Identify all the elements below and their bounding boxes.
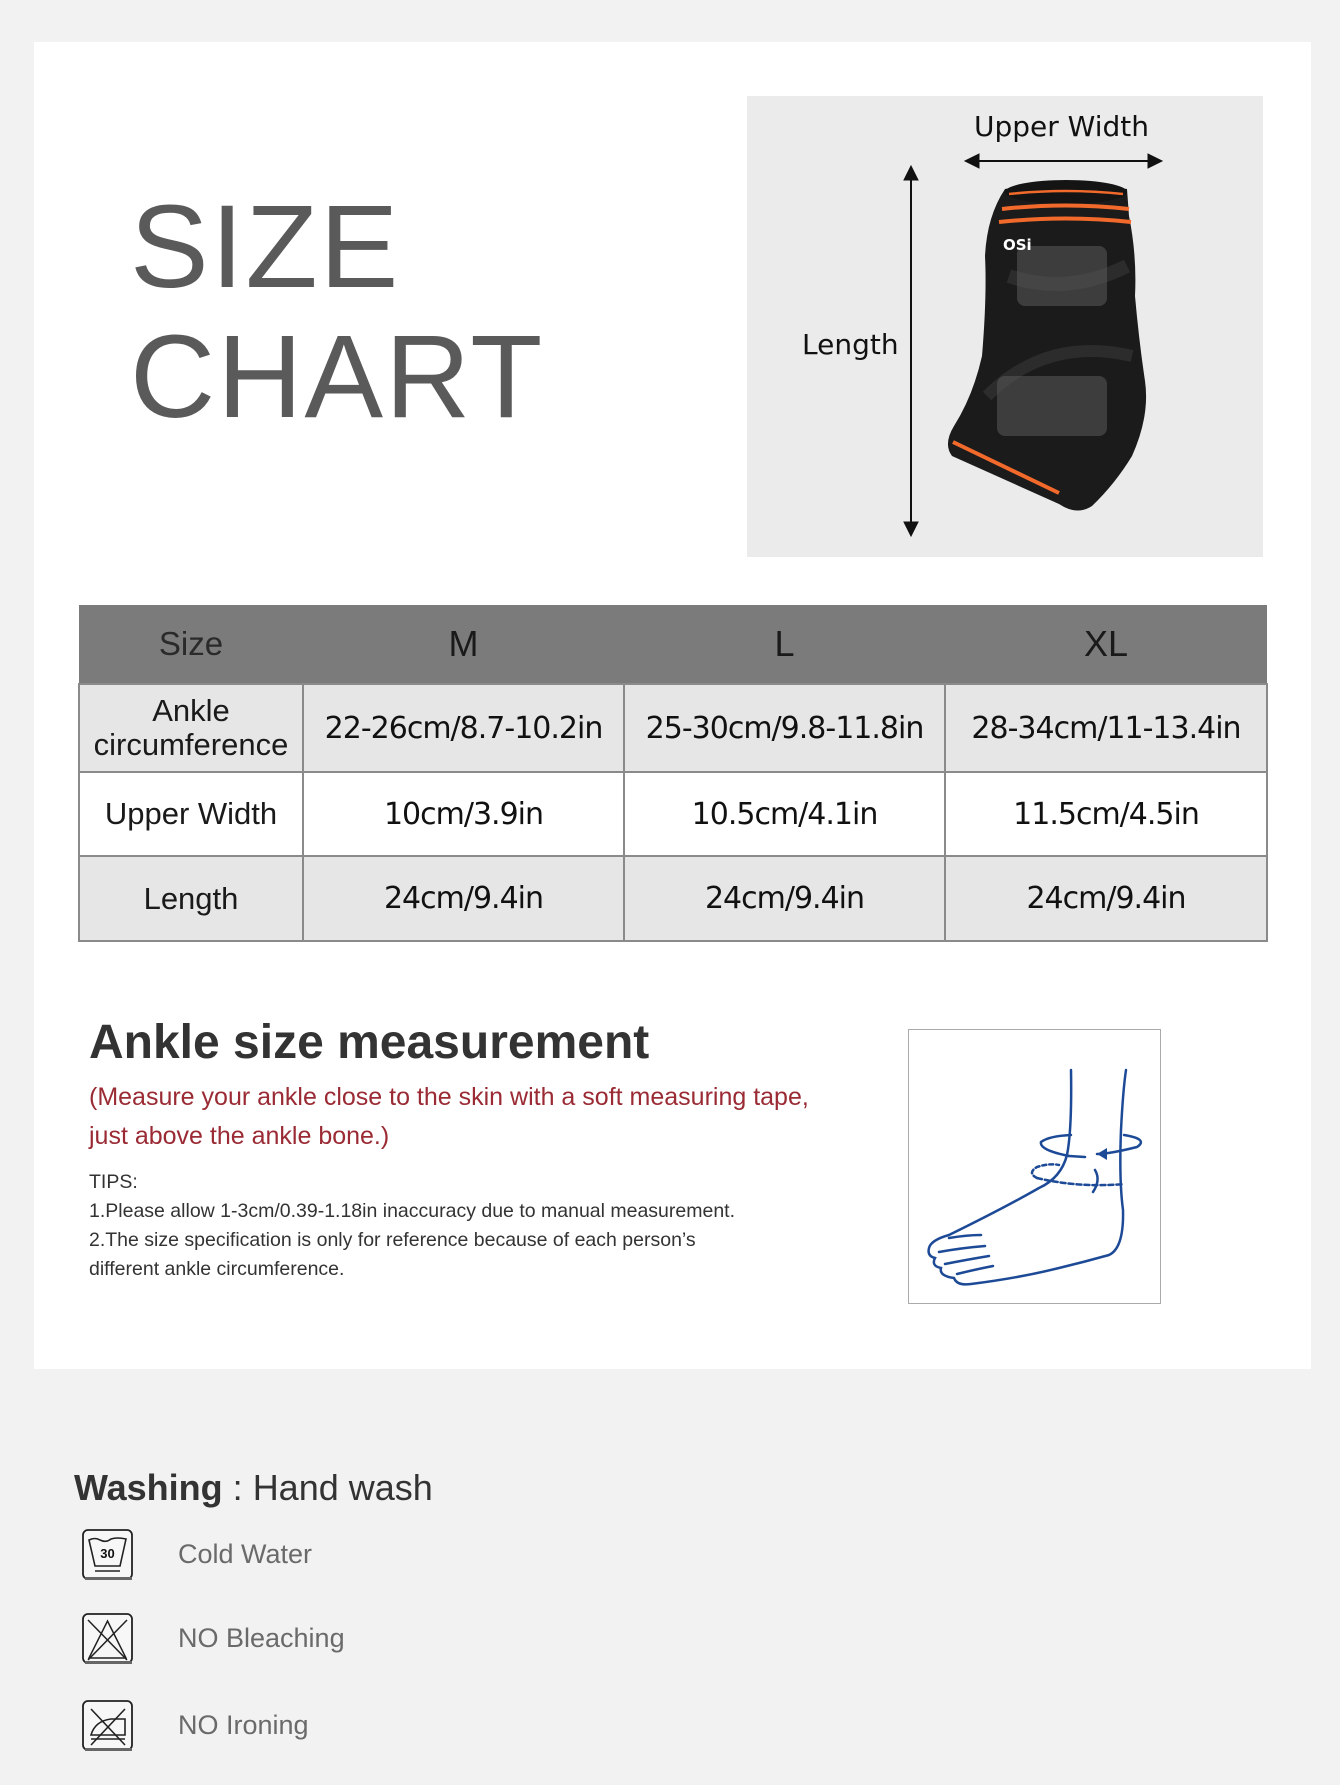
header-size-xl: XL — [945, 605, 1267, 684]
measurement-note — [89, 1078, 869, 1156]
washing-heading — [74, 1467, 433, 1509]
size-table — [78, 605, 1268, 942]
cell-l: 10.5cm/4.1in — [624, 772, 945, 856]
washing-separator: : — [222, 1467, 253, 1508]
upper-width-arrow-icon — [965, 154, 1162, 168]
tip-2-line-2: different ankle circumference. — [89, 1258, 345, 1280]
table-row-length — [79, 856, 1267, 941]
note-line-2: just above the ankle bone.) — [89, 1122, 390, 1150]
foot-measurement-diagram — [908, 1029, 1161, 1304]
svg-text:OSi: OSi — [1003, 236, 1032, 254]
row-label-line-1: Ankle — [152, 693, 230, 728]
cell-l: 25-30cm/9.8-11.8in — [624, 684, 945, 772]
cell-xl: 24cm/9.4in — [945, 856, 1267, 941]
foot-outline-icon — [909, 1030, 1160, 1303]
care-item-no-bleaching — [81, 1610, 345, 1666]
cell-xl: 11.5cm/4.5in — [945, 772, 1267, 856]
product-image — [747, 96, 1263, 557]
washing-method: Hand wash — [252, 1467, 433, 1508]
row-label-line-2: circumference — [93, 727, 289, 762]
header-size-m: M — [303, 605, 624, 684]
care-label: NO Bleaching — [178, 1622, 345, 1653]
length-arrow-icon — [904, 166, 918, 536]
wash-30-icon — [81, 1528, 134, 1581]
care-label: Cold Water — [178, 1538, 313, 1569]
note-line-1: (Measure your ankle close to the skin with a soft measuring tape, — [89, 1083, 809, 1111]
tip-1: 1.Please allow 1-3cm/0.39-1.18in inaccuracy due to manual measurement. — [89, 1200, 736, 1222]
title-line-2: CHART — [130, 311, 545, 443]
table-header-row — [79, 605, 1267, 684]
table-row-ankle-circumference — [79, 684, 1267, 772]
care-item-no-ironing — [81, 1697, 309, 1753]
care-item-cold-water — [81, 1526, 313, 1582]
no-bleach-icon — [81, 1612, 134, 1665]
tip-2-line-1: 2.The size specification is only for reference because of each person’s — [89, 1229, 696, 1251]
cell-m: 22-26cm/8.7-10.2in — [303, 684, 624, 772]
size-chart-title — [130, 182, 544, 442]
tips-heading: TIPS: — [89, 1171, 138, 1193]
tips-block — [89, 1168, 849, 1284]
table-row-upper-width — [79, 772, 1267, 856]
header-size-l: L — [624, 605, 945, 684]
no-iron-icon — [81, 1699, 134, 1752]
length-label: Length — [802, 328, 899, 361]
row-label — [79, 684, 303, 772]
upper-width-label: Upper Width — [974, 110, 1150, 143]
ankle-brace-illustration — [747, 96, 1263, 557]
measurement-title: Ankle size measurement — [89, 1016, 650, 1069]
title-line-1: SIZE — [130, 181, 401, 313]
cell-xl: 28-34cm/11-13.4in — [945, 684, 1267, 772]
cell-l: 24cm/9.4in — [624, 856, 945, 941]
row-label: Length — [79, 856, 303, 941]
cell-m: 10cm/3.9in — [303, 772, 624, 856]
cell-m: 24cm/9.4in — [303, 856, 624, 941]
care-label: NO Ironing — [178, 1709, 309, 1740]
washing-label: Washing — [74, 1467, 223, 1508]
row-label: Upper Width — [79, 772, 303, 856]
svg-text:30: 30 — [100, 1545, 115, 1561]
header-size: Size — [79, 605, 303, 684]
